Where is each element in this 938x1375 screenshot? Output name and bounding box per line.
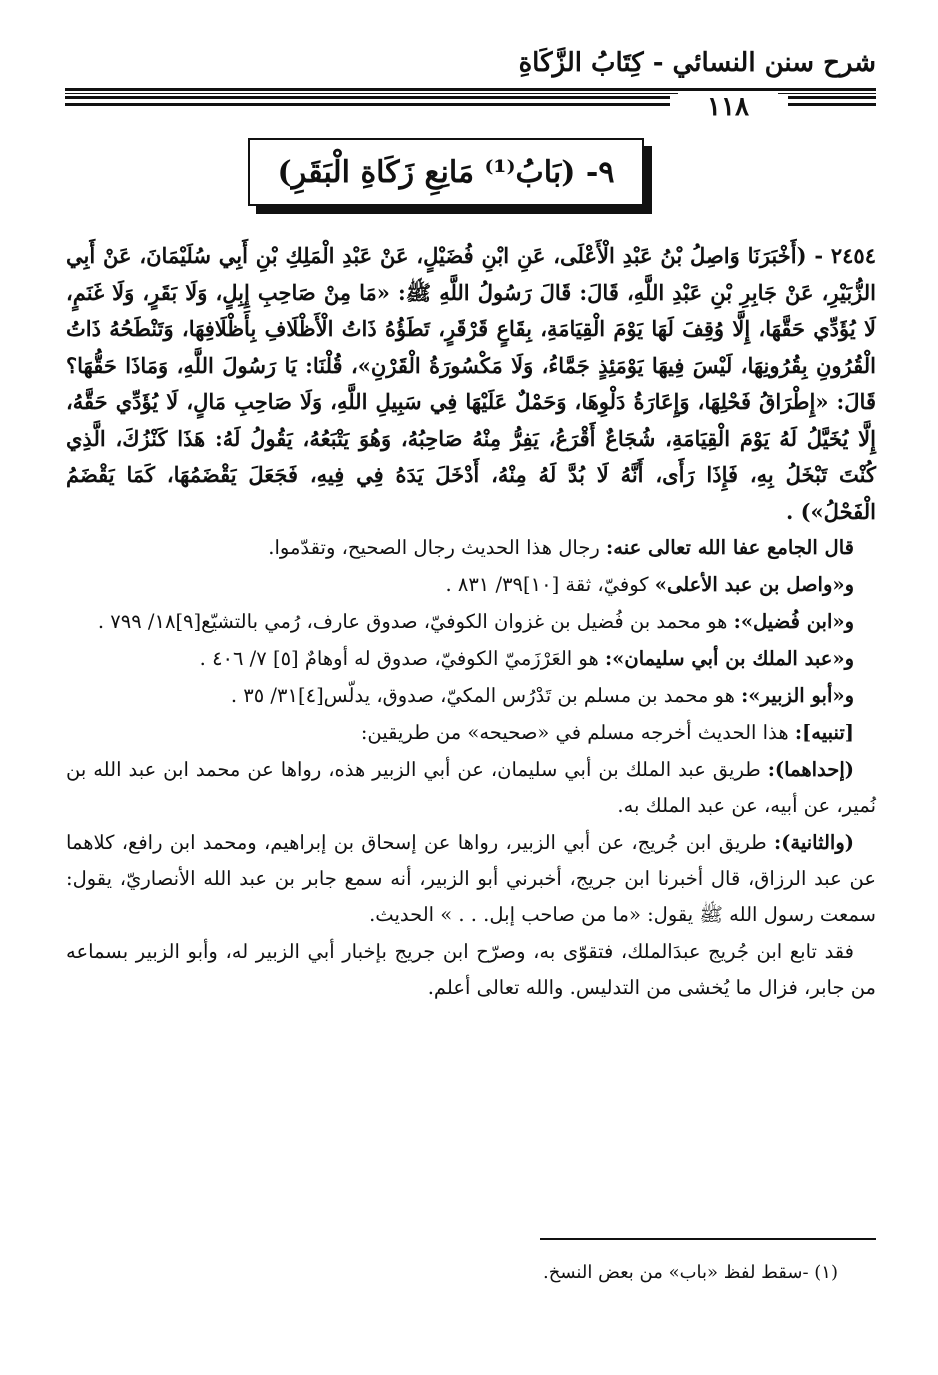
- paragraph-lead: و«عبد الملك بن أبي سليمان»:: [604, 647, 854, 670]
- paragraph-lead: و«أبو الزبير»:: [741, 684, 854, 707]
- paragraph-lead: (إحداهما):: [767, 758, 854, 781]
- commentary-paragraph: [66, 678, 876, 714]
- page-number: ١١٨: [678, 92, 778, 122]
- commentary-paragraph: [66, 641, 876, 677]
- commentary-paragraph: [66, 604, 876, 640]
- paragraph-text: هو محمد بن مسلم بن تَدْرُس المكيّ، صدوق، يدلّس[٤]٣١/ ٣٥ .: [230, 684, 742, 707]
- commentary-paragraph: [66, 825, 876, 933]
- paragraph-text: هو العَرْزَميّ الكوفيّ، صدوق له أوهامٌ [٥] ٧/ ٤٠٦ .: [199, 647, 605, 670]
- paragraph-text: كوفيّ، ثقة [١٠]٣٩/ ٨٣١ .: [445, 573, 655, 596]
- chapter-title: ٩- (بَابُ⁽¹⁾ مَانِعِ زَكَاةِ الْبَقَرِ): [277, 154, 615, 190]
- page-body: [66, 238, 876, 1006]
- paragraph-text: هو محمد بن فُضيل بن غزوان الكوفيّ، صدوق عارف، رُمي بالتشيّع[٩]١٨/ ٧٩٩ .: [97, 610, 734, 633]
- commentary-paragraph: [66, 752, 876, 824]
- paragraph-lead: و«ابن فُضيل»:: [733, 610, 854, 633]
- paragraph-text: طريق ابن جُريج، عن أبي الزبير، رواها عن إسحاق بن إبراهيم، ومحمد ابن رافع، كلاهما عن عبد الرزاق، قال أخبرنا ابن جريج، أخبرني أبو الزبير، أنه سمع جابر بن عبد الله الأنصاريّ، يقول: سمعت رسول الله ﷺ يقول: «ما من صاحب إبل. . . » الحديث.: [66, 831, 876, 926]
- paragraph-text: رجال هذا الحديث رجال الصحيح، وتقدّموا.: [268, 536, 607, 559]
- commentary-paragraph: [66, 934, 876, 1006]
- paragraph-lead: و«واصل بن عبد الأعلى»: [654, 573, 854, 596]
- commentary-paragraph: [66, 567, 876, 603]
- running-title: شرح سنن النسائي - كِتَابُ الزَّكَاةِ: [518, 48, 876, 78]
- commentary-paragraph: [66, 530, 876, 566]
- paragraph-lead: قال الجامع عفا الله تعالى عنه:: [606, 536, 854, 559]
- chapter-heading-box: [248, 138, 644, 206]
- paragraph-lead: (والثانية):: [773, 831, 854, 854]
- paragraph-text: طريق عبد الملك بن أبي سليمان، عن أبي الزبير هذه، رواها عن محمد ابن عبد الله بن نُمير، عن أبيه، عن عبد الملك به.: [66, 758, 876, 817]
- page-number-rule-right: [788, 96, 876, 110]
- footnote-separator: [540, 1238, 876, 1240]
- hadith-text: ٢٤٥٤ - (أَخْبَرَنَا وَاصِلُ بْنُ عَبْدِ الْأَعْلَى، عَنِ ابْنِ فُضَيْلٍ، عَنْ عَبْدِ الْمَلِكِ بْنِ أَبِي سُلَيْمَانَ، عَنْ أَبِي الزُّبَيْرِ، عَنْ جَابِرِ بْنِ عَبْدِ اللَّهِ، قَالَ: قَالَ رَسُولُ اللَّهِ ﷺ: «مَا مِنْ صَاحِبِ إِبِلٍ، وَلَا بَقَرٍ، وَلَا غَنَمٍ، لَا يُؤَدِّي حَقَّهَا، إِلَّا وُقِفَ لَهَا يَوْمَ الْقِيَامَةِ، بِقَاعٍ قَرْقَرٍ، تَطَؤُهُ ذَاتُ الْأَظْلَافِ بِأَظْلَافِهَا، وَتَنْطَحُهُ ذَاتُ الْقُرُونِ بِقُرُونِهَا، لَيْسَ فِيهَا يَوْمَئِذٍ جَمَّاءُ، وَلَا مَكْسُورَةُ الْقَرْنِ»، قُلْنَا: يَا رَسُولَ اللَّهِ، وَمَاذَا حَقُّهَا؟ قَالَ: «إِطْرَاقُ فَحْلِهَا، وَإِعَارَةُ دَلْوِهَا، وَحَمْلٌ عَلَيْهَا فِي سَبِيلِ اللَّهِ، وَلَا صَاحِبِ مَالٍ، لَا يُؤَدِّي حَقَّهُ، إِلَّا يُخَيَّلُ لَهُ يَوْمَ الْقِيَامَةِ، شُجَاعٌ أَقْرَعُ، يَفِرُّ مِنْهُ صَاحِبُهُ، وَهُوَ يَتْبَعُهُ، يَقُولُ لَهُ: هَذَا كَنْزُكَ، الَّذِي كُنْتَ تَبْخَلُ بِهِ، فَإِذَا رَأَى، أَنَّهُ لَا بُدَّ لَهُ مِنْهُ، أَدْخَلَ يَدَهُ فِي فِيهِ، فَجَعَلَ يَقْضَمُهَا، كَمَا يَقْضَمُ الْفَحْلُ») .: [66, 243, 877, 524]
- commentary-paragraph: [66, 715, 876, 751]
- footnote: (١) -سقط لفظ «باب» من بعض النسخ.: [543, 1262, 838, 1283]
- paragraph-text: هذا الحديث أخرجه مسلم في «صحيحه» من طريقين:: [360, 721, 795, 744]
- paragraph-lead: [تنبيه]:: [794, 721, 854, 744]
- page-number-rule-left: [65, 96, 670, 110]
- paragraph-text: فقد تابع ابن جُريج عبدَالملك، فتقوّى به، وصرّح ابن جريج بإخبار أبي الزبير له، وأبو الزبير بسماعه من جابر، فزال ما يُخشى من التدليس. والله تعالى أعلم.: [66, 940, 876, 999]
- header-rule: [65, 88, 876, 91]
